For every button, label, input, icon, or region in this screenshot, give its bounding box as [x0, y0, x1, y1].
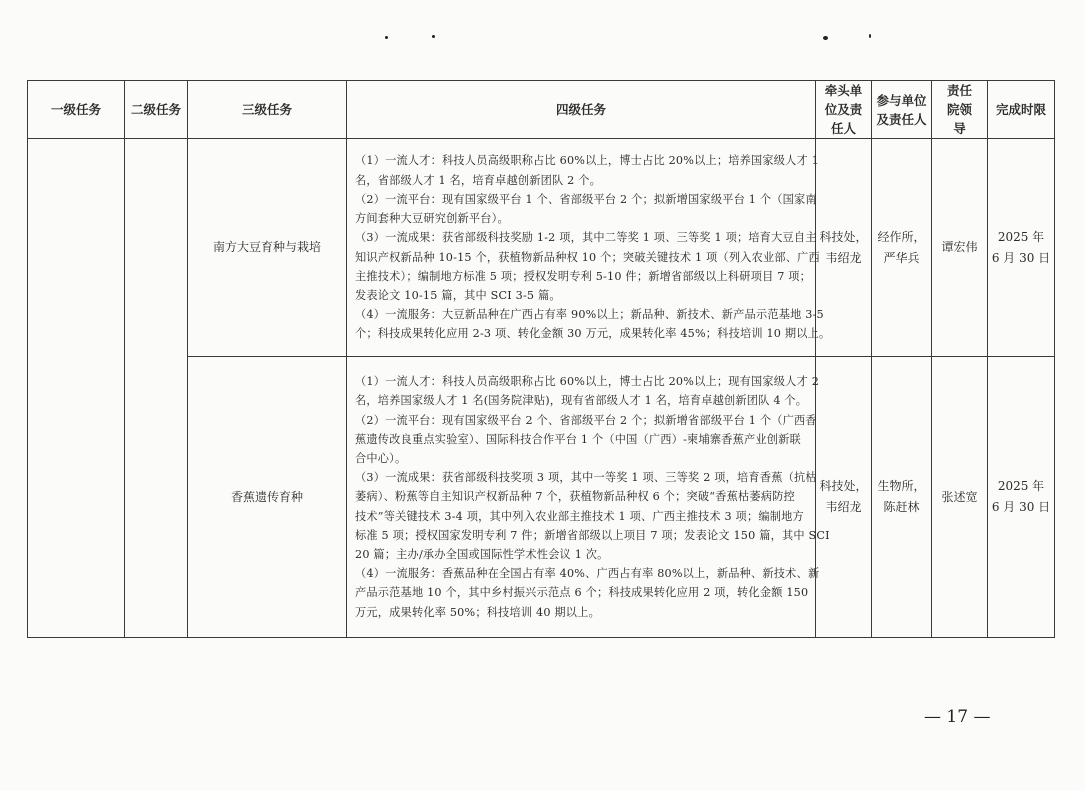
level4-line: （2）一流平台：现有国家级平台 1 个、省部级平台 2 个；拟新增国家级平台 1 个（国家南 [355, 192, 817, 206]
scan-speck [823, 36, 828, 40]
level4-line: 方间套种大豆研究创新平台）。 [355, 212, 509, 226]
level4-line: （3）一流成果：获省部级科技奖励 1-2 项，其中二等奖 1 项、三等奖 1 项；培育大豆自主 [355, 231, 817, 245]
level4-line: （4）一流服务：大豆新品种在广西占有率 90%以上；新品种、新技术、新产品示范基地 3-5 [355, 308, 824, 322]
level4-cell [347, 139, 831, 357]
deadline-year: 2025 年 [997, 479, 1045, 493]
level4-line: 名，省部级人才 1 名，培育卓越创新团队 2 个。 [355, 173, 602, 187]
level4-line: 蕉遗传改良重点实验室）、国际科技合作平台 1 个（中国（广西）-柬埔寨香蕉产业创新联 [355, 432, 801, 446]
level4-line: 标准 5 项；授权国家发明专利 7 件；新增省部级以上项目 7 项；发表论文 150 篇，其中 SCI [355, 528, 830, 542]
level4-line: 产品示范基地 10 个，其中乡村振兴示范点 6 个；科技成果转化应用 2 项，转化金额 150 [355, 586, 809, 600]
level4-line: （2）一流平台：现有国家级平台 2 个、省部级平台 2 个；拟新增省部级平台 1 个（广西香 [355, 413, 817, 427]
lead-person: 韦绍龙 [825, 500, 862, 514]
scan-speck [869, 34, 871, 38]
header-leader: 责任院领导 [932, 81, 988, 139]
lead-person: 韦绍龙 [825, 250, 862, 265]
header-participant: 参与单位及责任人 [872, 81, 932, 139]
level4-line: 万元，成果转化率 50%；科技培训 40 期以上。 [355, 605, 600, 619]
level4-line: 20 篇；主办/承办全国或国际性学术性会议 1 次。 [355, 548, 609, 561]
header-level4: 四级任务 [347, 81, 816, 139]
header-level3: 三级任务 [188, 81, 347, 139]
level4-line: 合中心）。 [355, 451, 407, 465]
page-number: — 17 — [924, 707, 991, 727]
scan-speck [432, 35, 435, 38]
participant-unit: 生物所， [877, 479, 926, 493]
level4-line: （3）一流成果：获省部级科技奖项 3 项，其中一等奖 1 项、三等奖 2 项，培育香蕉（抗枯 [355, 471, 817, 485]
leader-cell: 张述宽 [932, 357, 988, 638]
level2-cell [125, 139, 188, 638]
participant-cell [872, 357, 932, 638]
header-level2: 二级任务 [125, 81, 188, 139]
deadline-date: 6 月 30 日 [991, 500, 1051, 514]
lead-cell [816, 357, 872, 638]
level4-line: （1）一流人才：科技人员高级职称占比 60%以上，博士占比 20%以上；培养国家级人才 1 [355, 154, 820, 168]
task-table [27, 80, 1055, 638]
level4-line: （4）一流服务：香蕉品种在全国占有率 40%、广西占有率 80%以上，新品种、新技术、新 [355, 567, 820, 581]
lead-unit: 科技处， [819, 479, 868, 493]
participant-person: 陈赶林 [883, 500, 920, 514]
header-deadline: 完成时限 [988, 81, 1055, 139]
lead-cell [816, 139, 872, 357]
level4-line: 知识产权新品种 10-15 个，获植物新品种权 10 个；突破关键技术 1 项（列入农业部、广西 [355, 250, 820, 264]
deadline-cell [988, 357, 1055, 638]
level4-line: 个；科技成果转化应用 2-3 项、转化金额 30 万元，成果转化率 45%；科技培训 10 期以上。 [355, 327, 831, 341]
scan-speck [385, 36, 388, 39]
level4-line: 主推技术）；编制地方标准 5 项；授权发明专利 5-10 件；新增省部级以上科研项目 7 项； [355, 269, 812, 283]
level4-line: （1）一流人才：科技人员高级职称占比 60%以上，博士占比 20%以上；现有国家级人才 2 [355, 375, 820, 389]
participant-unit: 经作所， [877, 229, 926, 244]
header-lead: 牵头单位及责任人 [816, 81, 872, 139]
level4-line: 发表论文 10-15 篇，其中 SCI 3-5 篇。 [355, 288, 561, 302]
deadline-year: 2025 年 [997, 229, 1045, 244]
deadline-date: 6 月 30 日 [991, 250, 1051, 265]
deadline-cell [988, 139, 1055, 357]
table-row [28, 139, 1055, 357]
participant-cell [872, 139, 932, 357]
level3-cell: 南方大豆育种与栽培 [188, 139, 347, 357]
level4-line: 萎病）、粉蕉等自主知识产权新品种 7 个，获植物新品种权 6 个；突破“香蕉枯萎病防控 [355, 490, 795, 504]
level3-cell: 香蕉遗传育种 [188, 357, 347, 638]
participant-person: 严华兵 [883, 250, 920, 265]
table-header-row [28, 81, 1055, 139]
header-level1: 一级任务 [28, 81, 125, 139]
level4-cell [347, 357, 830, 638]
level4-line: 名，培养国家级人才 1 名(国务院津贴)，现有省部级人才 1 名，培育卓越创新团队 4 个。 [355, 394, 808, 408]
level4-line: 技术”等关键技术 3-4 项，其中列入农业部主推技术 1 项、广西主推技术 3 项；编制地方 [355, 509, 804, 523]
lead-unit: 科技处， [819, 229, 868, 244]
leader-cell: 谭宏伟 [932, 139, 988, 357]
level1-cell [28, 139, 125, 638]
